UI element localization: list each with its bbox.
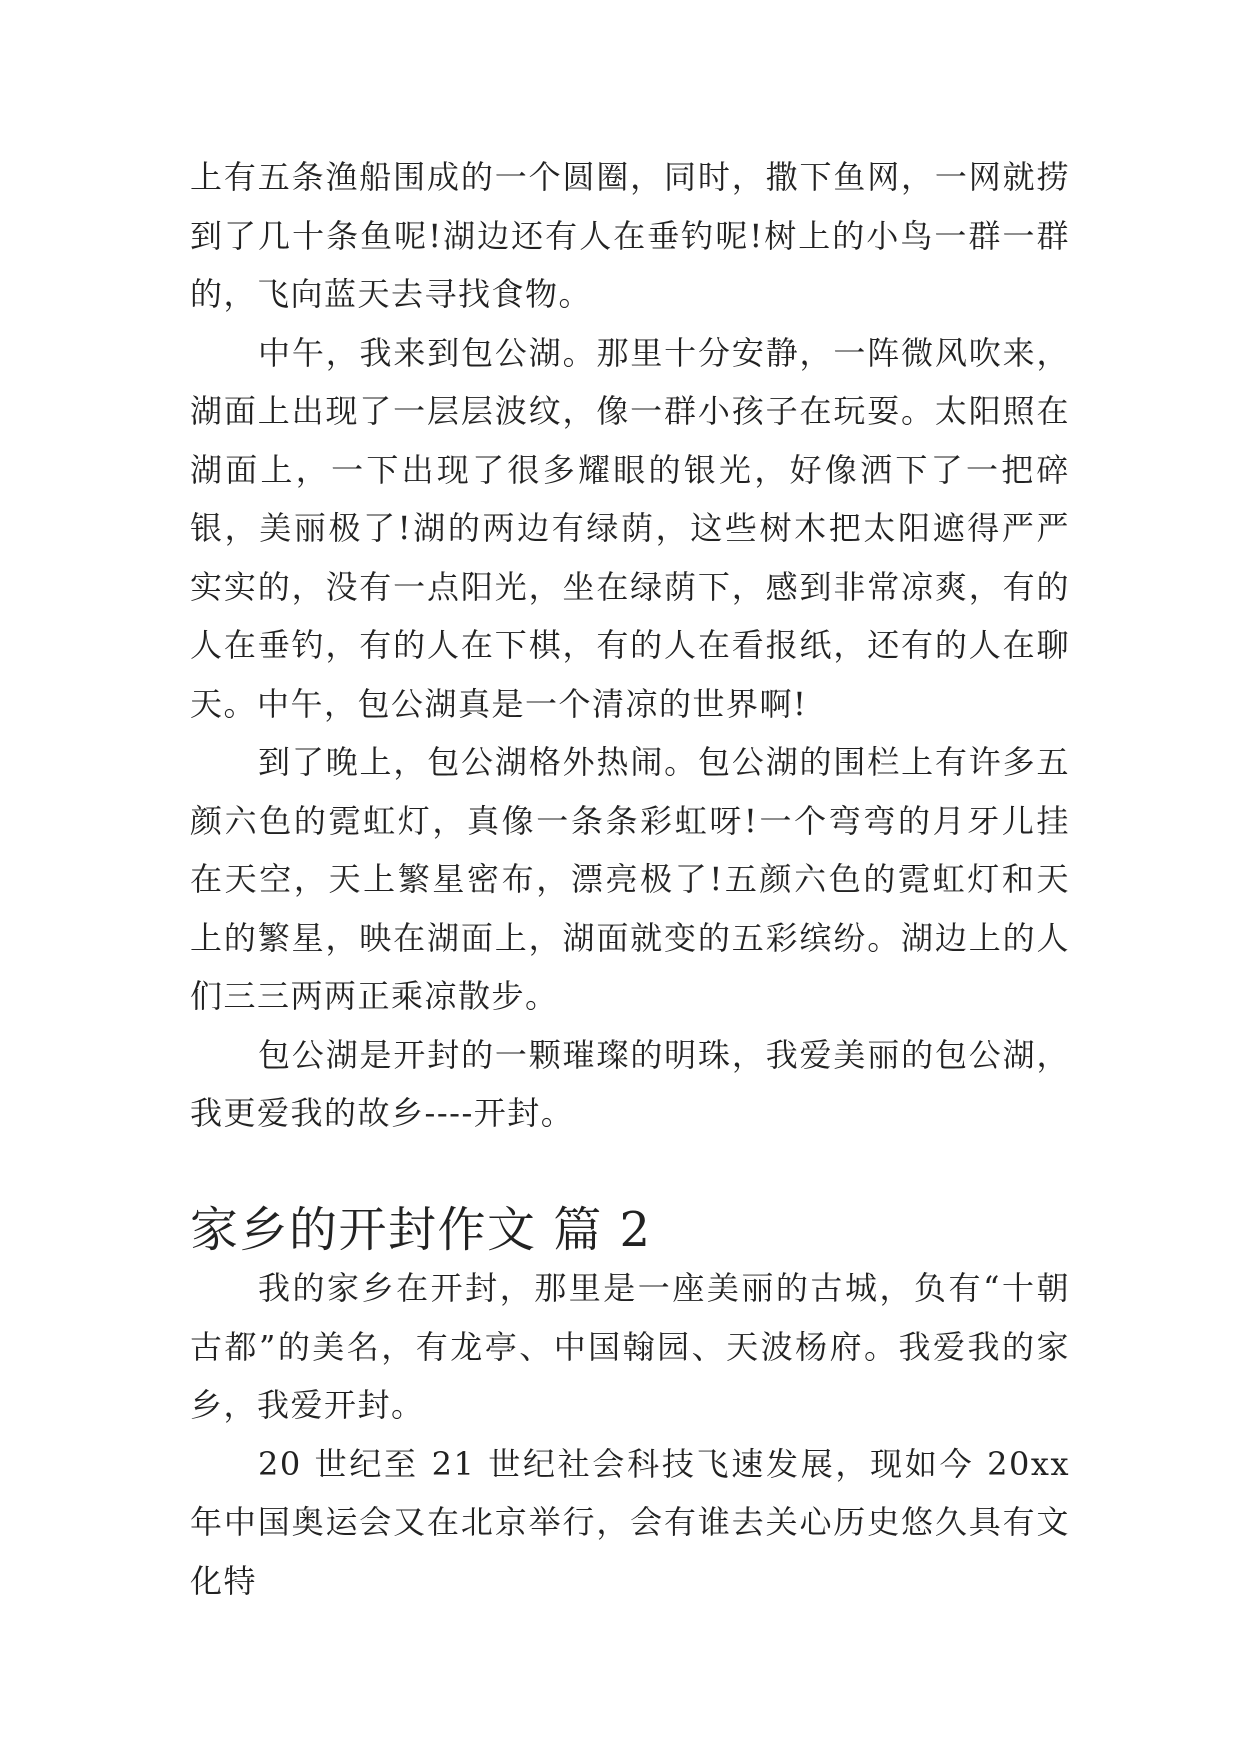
paragraph-conclusion: 包公湖是开封的一颗璀璨的明珠，我爱美丽的包公湖，我更爱我的故乡----开封。 — [190, 1035, 1070, 1132]
paragraph-continuation: 上有五条渔船围成的一个圆圈，同时，撒下鱼网，一网就捞到了几十条鱼呢!湖边还有人在垂钓呢!树上的小鸟一群一群的，飞向蓝天去寻找食物。 — [190, 158, 1070, 313]
paragraph-history: 20 世纪至 21 世纪社会科技飞速发展，现如今 20xx 年中国奥运会又在北京举行，会有谁去关心历史悠久具有文化特 — [190, 1444, 1070, 1600]
paragraph-evening: 到了晚上，包公湖格外热闹。包公湖的围栏上有许多五颜六色的霓虹灯，真像一条条彩虹呀!一个弯弯的月牙儿挂在天空，天上繁星密布，漂亮极了!五颜六色的霓虹灯和天上的繁星，映在湖面上，湖面就变的五彩缤纷。湖边上的人们三三两两正乘凉散步。 — [190, 743, 1070, 1015]
paragraph-intro: 我的家乡在开封，那里是一座美丽的古城，负有“十朝古都”的美名，有龙亭、中国翰园、天波杨府。我爱我的家乡，我爱开封。 — [190, 1269, 1070, 1424]
document-body — [190, 148, 1070, 1610]
paragraph-noon: 中午，我来到包公湖。那里十分安静，一阵微风吹来，湖面上出现了一层层波纹，像一群小孩子在玩耍。太阳照在湖面上，一下出现了很多耀眼的银光，好像洒下了一把碎银，美丽极了!湖的两边有绿荫，这些树木把太阳遮得严严实实的，没有一点阳光，坐在绿荫下，感到非常凉爽，有的人在垂钓，有的人在下棋，有的人在看报纸，还有的人在聊天。中午，包公湖真是一个清凉的世界啊! — [190, 333, 1070, 723]
section-heading: 家乡的开封作文 篇 2 — [190, 1201, 652, 1258]
